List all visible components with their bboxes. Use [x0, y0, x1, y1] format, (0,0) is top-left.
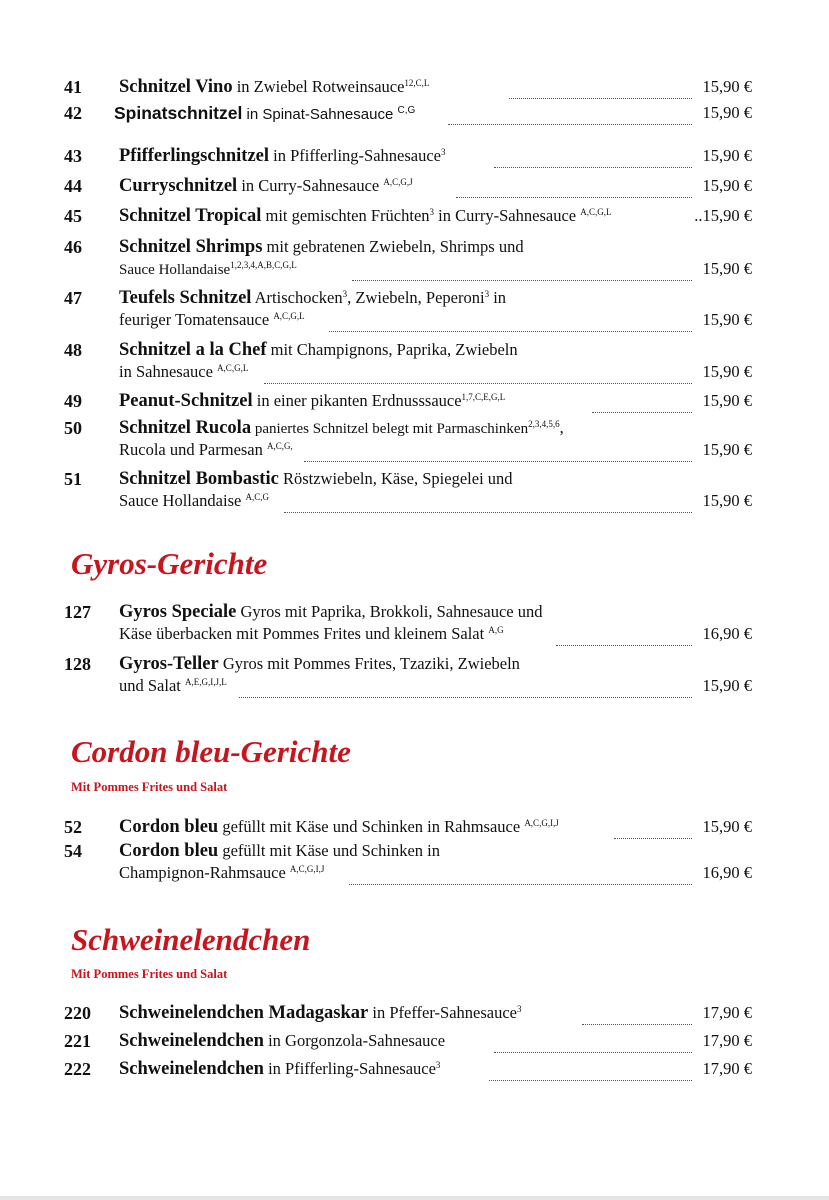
- item-description-cont: Champignon-Rahmsauce: [119, 863, 290, 882]
- allergen-codes: A,C,G,L: [273, 311, 305, 321]
- item-description-cont: Sauce Hollandaise: [119, 262, 231, 278]
- page-bottom-edge: [0, 1196, 829, 1200]
- item-number: 42: [64, 103, 82, 123]
- item-name: Schweinelendchen: [119, 1059, 264, 1079]
- item-description: paniertes Schnitzel belegt mit Parmaschinken: [251, 421, 529, 437]
- item-name: Gyros Speciale: [119, 602, 237, 622]
- item-name: Cordon bleu: [119, 841, 219, 861]
- item-number: 220: [64, 1003, 91, 1023]
- item-number: 54: [64, 841, 82, 861]
- allergen-codes-2: A,C,G,L: [580, 207, 612, 217]
- item-number: 49: [64, 391, 82, 411]
- item-description: Artischocken: [251, 288, 343, 307]
- item-description: in Pfifferling-Sahnesauce: [269, 146, 441, 165]
- item-description: gefüllt mit Käse und Schinken in Rahmsauce: [218, 817, 525, 836]
- allergen-codes: 3: [429, 207, 435, 217]
- section-subtitle-schweinelendchen: Mit Pommes Frites und Salat: [71, 967, 228, 981]
- item-description: in Zwiebel Rotweinsauce: [232, 77, 405, 96]
- item-price: 16,90 €: [702, 624, 752, 643]
- allergen-codes: A,C,G,L: [217, 363, 249, 373]
- item-description: in Pfeffer-Sahnesauce: [368, 1003, 517, 1022]
- item-name: Pfifferlingschnitzel: [119, 146, 270, 166]
- item-price: 17,90 €: [702, 1003, 752, 1022]
- item-description: in Spinat-Sahnesauce: [242, 106, 398, 123]
- allergen-code: 3: [342, 289, 348, 299]
- item-description-cont: Rucola und Parmesan: [119, 440, 268, 459]
- item-number: 222: [64, 1059, 91, 1079]
- item-name: Teufels Schnitzel: [119, 288, 252, 308]
- item-price: 15,90 €: [702, 676, 752, 695]
- section-title-schweinelendchen: Schweinelendchen: [71, 922, 311, 957]
- item-description: in Gorgonzola-Sahnesauce: [263, 1031, 446, 1050]
- leader-dots: [448, 102, 692, 125]
- item-description-cont: feuriger Tomatensauce: [119, 310, 274, 329]
- item-description: in einer pikanten Erdnusssauce: [252, 391, 462, 410]
- item-number: 43: [64, 146, 82, 166]
- item-price: 15,90 €: [702, 176, 752, 195]
- item-number: 51: [64, 469, 82, 489]
- leader-dots: [582, 1002, 692, 1025]
- item-name: Cordon bleu: [119, 817, 219, 837]
- menu-item-128: [64, 653, 754, 697]
- item-number: 47: [64, 288, 82, 308]
- allergen-codes: 3: [441, 147, 446, 157]
- item-number: 127: [64, 602, 91, 622]
- item-price: ..15,90 €: [694, 206, 752, 225]
- allergen-codes: 12,C,L: [404, 78, 430, 88]
- item-number: 46: [64, 237, 82, 257]
- menu-item-48: [64, 339, 754, 383]
- item-price: 15,90 €: [702, 146, 752, 165]
- item-name: Schnitzel Bombastic: [119, 469, 279, 489]
- menu-item-45: [64, 205, 754, 227]
- menu-item-127: [64, 601, 754, 645]
- item-price: 15,90 €: [702, 310, 752, 329]
- allergen-codes: A,E,G,I,J,L: [185, 677, 227, 687]
- section-title-gyros: Gyros-Gerichte: [71, 546, 268, 581]
- item-name: Schnitzel Rucola: [119, 418, 252, 438]
- item-name: Schnitzel a la Chef: [119, 340, 267, 360]
- leader-dots: [456, 175, 692, 198]
- leader-dots: [239, 675, 692, 698]
- item-description: Röstzwiebeln, Käse, Spiegelei und: [278, 469, 513, 488]
- item-description: mit gemischten Früchten: [261, 206, 430, 225]
- item-price: 15,90 €: [702, 391, 752, 410]
- item-name: Gyros-Teller: [119, 654, 219, 674]
- item-description-b: ,: [559, 418, 564, 437]
- leader-dots: [304, 439, 692, 462]
- menu-item-47: [64, 287, 754, 331]
- leader-dots: [494, 1030, 692, 1053]
- menu-item-220: [64, 1002, 754, 1024]
- item-name: Schnitzel Vino: [119, 77, 233, 97]
- item-description-b: , Zwiebeln, Peperoni: [347, 288, 485, 307]
- item-name: Schnitzel Tropical: [119, 206, 262, 226]
- allergen-codes: 2,3,4,5,6: [528, 419, 560, 429]
- item-number: 50: [64, 418, 82, 438]
- item-name: Schweinelendchen Madagaskar: [119, 1003, 369, 1023]
- item-number: 44: [64, 176, 82, 196]
- item-name: Schnitzel Shrimps: [119, 237, 263, 257]
- item-price: 17,90 €: [702, 1031, 752, 1050]
- item-description: mit Champignons, Paprika, Zwiebeln: [266, 340, 518, 359]
- item-price: 15,90 €: [702, 103, 752, 122]
- allergen-codes: C,G: [397, 105, 416, 116]
- leader-dots: [329, 309, 692, 332]
- item-price: 15,90 €: [702, 817, 752, 836]
- leader-dots: [489, 1058, 692, 1081]
- leader-dots: [494, 145, 692, 168]
- item-description-c: in: [489, 288, 507, 307]
- allergen-codes: 1,7,C,E,G,L: [461, 392, 506, 402]
- allergen-codes: A,C,G,I,J: [289, 864, 325, 874]
- item-number: 48: [64, 340, 82, 360]
- allergen-codes: 3: [435, 1060, 441, 1070]
- leader-dots: [509, 76, 692, 99]
- allergen-codes: 1,2,3,4,A,B,C,G,L: [230, 260, 297, 270]
- allergen-codes: A,C,G,: [267, 441, 293, 451]
- menu-item-222: [64, 1058, 754, 1080]
- item-price: 15,90 €: [702, 491, 752, 510]
- allergen-codes: A,C,G,J: [383, 177, 413, 187]
- leader-dots: [284, 490, 692, 513]
- item-name: Spinatschnitzel: [114, 103, 243, 123]
- allergen-codes: A,C,G: [245, 492, 269, 502]
- item-description-cont: Käse überbacken mit Pommes Frites und kleinem Salat: [119, 624, 489, 643]
- item-number: 41: [64, 77, 82, 97]
- menu-item-46: [64, 236, 754, 280]
- allergen-codes: 3: [516, 1004, 522, 1014]
- item-name: Peanut-Schnitzel: [119, 391, 253, 411]
- item-description: Gyros mit Pommes Frites, Tzaziki, Zwiebeln: [218, 654, 520, 673]
- menu-item-43: [64, 145, 754, 167]
- allergen-codes: A,C,G,I,J: [524, 818, 559, 828]
- section-subtitle-cordon-bleu: Mit Pommes Frites und Salat: [71, 780, 228, 794]
- item-price: 15,90 €: [702, 440, 752, 459]
- item-description-cont: in Sahnesauce: [119, 362, 218, 381]
- item-description: in Curry-Sahnesauce: [237, 176, 384, 195]
- item-name: Curryschnitzel: [119, 176, 238, 196]
- menu-item-44: [64, 175, 754, 197]
- leader-dots: [349, 862, 692, 885]
- item-price: 16,90 €: [702, 863, 752, 882]
- leader-dots: [614, 816, 692, 839]
- leader-dots: [264, 361, 692, 384]
- menu-item-221: [64, 1030, 754, 1052]
- leader-dots: [592, 390, 692, 413]
- menu-item-54: [64, 840, 754, 884]
- item-price: 15,90 €: [702, 259, 752, 278]
- item-number: 52: [64, 817, 82, 837]
- leader-dots: [352, 258, 692, 281]
- item-number: 45: [64, 206, 82, 226]
- item-price: 15,90 €: [702, 362, 752, 381]
- menu-item-50: [64, 417, 754, 461]
- allergen-code-b: 3: [484, 289, 490, 299]
- item-price: 17,90 €: [702, 1059, 752, 1078]
- item-description: Gyros mit Paprika, Brokkoli, Sahnesauce und: [236, 602, 543, 621]
- menu-item-42: [64, 102, 754, 124]
- item-number: 221: [64, 1031, 91, 1051]
- menu-item-41: [64, 76, 754, 98]
- item-description: in Pfifferling-Sahnesauce: [263, 1059, 436, 1078]
- item-price: 15,90 €: [702, 77, 752, 96]
- item-description-cont: und Salat: [119, 676, 185, 695]
- allergen-codes: A,G: [488, 625, 504, 635]
- menu-item-51: [64, 468, 754, 512]
- item-number: 128: [64, 654, 91, 674]
- menu-item-49: [64, 390, 754, 412]
- section-title-cordon-bleu: Cordon bleu-Gerichte: [71, 734, 351, 769]
- item-description-2: in Curry-Sahnesauce: [434, 206, 581, 225]
- item-name: Schweinelendchen: [119, 1031, 264, 1051]
- item-description: gefüllt mit Käse und Schinken in: [218, 841, 441, 860]
- item-description: mit gebratenen Zwiebeln, Shrimps und: [262, 237, 524, 256]
- menu-item-52: [64, 816, 754, 838]
- leader-dots: [556, 623, 692, 646]
- item-description-cont: Sauce Hollandaise: [119, 491, 246, 510]
